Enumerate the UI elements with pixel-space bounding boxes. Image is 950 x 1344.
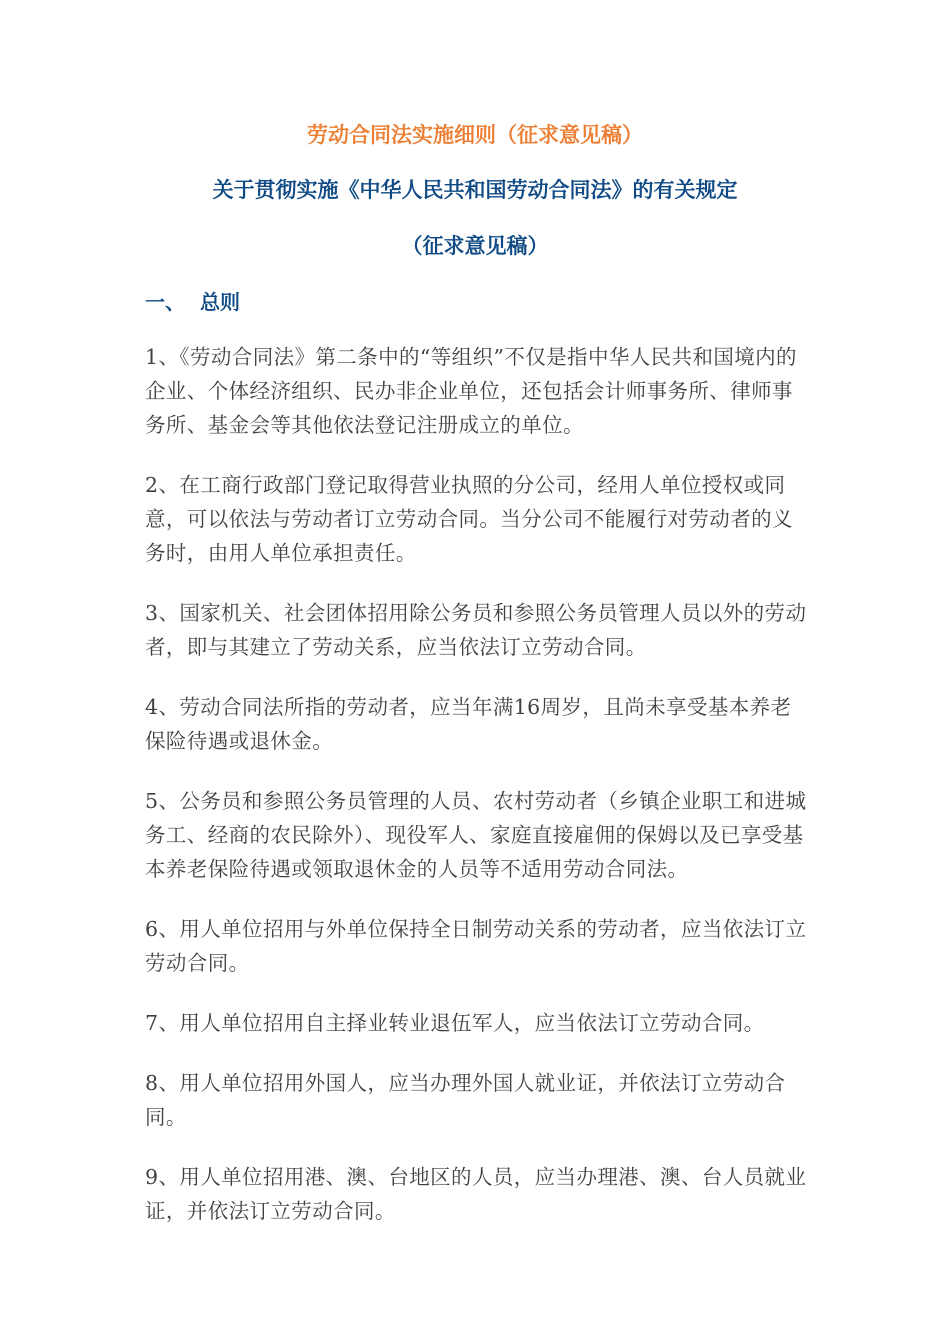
paragraph-6: 6、用人单位招用与外单位保持全日制劳动关系的劳动者，应当依法订立劳动合同。: [145, 917, 807, 975]
document-title: 劳动合同法实施细则（征求意见稿）: [307, 123, 643, 147]
paragraph-4: 4、劳动合同法所指的劳动者，应当年满16周岁，且尚未享受基本养老保险待遇或退休金。: [145, 695, 792, 753]
section-title: 总则: [200, 290, 240, 314]
paragraph-9: 9、用人单位招用港、澳、台地区的人员，应当办理港、澳、台人员就业证，并依法订立劳动合同。: [145, 1165, 807, 1223]
paragraph-5: 5、公务员和参照公务员管理的人员、农村劳动者（乡镇企业职工和进城务工、经商的农民除外）、现役军人、家庭直接雇佣的保姆以及已享受基本养老保险待遇或领取退休金的人员等不适用劳动合同法。: [145, 789, 807, 881]
document-subtitle: 关于贯彻实施《中华人民共和国劳动合同法》的有关规定: [212, 178, 738, 202]
paragraph-8: 8、用人单位招用外国人，应当办理外国人就业证，并依法订立劳动合同。: [145, 1071, 786, 1129]
paragraph-3: 3、国家机关、社会团体招用除公务员和参照公务员管理人员以外的劳动者，即与其建立了劳动关系，应当依法订立劳动合同。: [145, 601, 807, 659]
draft-label: （征求意见稿）: [401, 234, 549, 258]
paragraph-2: 2、在工商行政部门登记取得营业执照的分公司，经用人单位授权或同意，可以依法与劳动者订立劳动合同。当分公司不能履行对劳动者的义务时，由用人单位承担责任。: [145, 473, 793, 565]
section-heading: [145, 287, 240, 317]
section-number: 一、: [145, 290, 185, 314]
document-body: [145, 340, 807, 1254]
paragraph-1: 1、《劳动合同法》第二条中的“等组织”不仅是指中华人民共和国境内的企业、个体经济组织、民办非企业单位，还包括会计师事务所、律师事务所、基金会等其他依法登记注册成立的单位。: [145, 345, 797, 437]
paragraph-7: 7、用人单位招用自主择业转业退伍军人，应当依法订立劳动合同。: [145, 1011, 765, 1035]
